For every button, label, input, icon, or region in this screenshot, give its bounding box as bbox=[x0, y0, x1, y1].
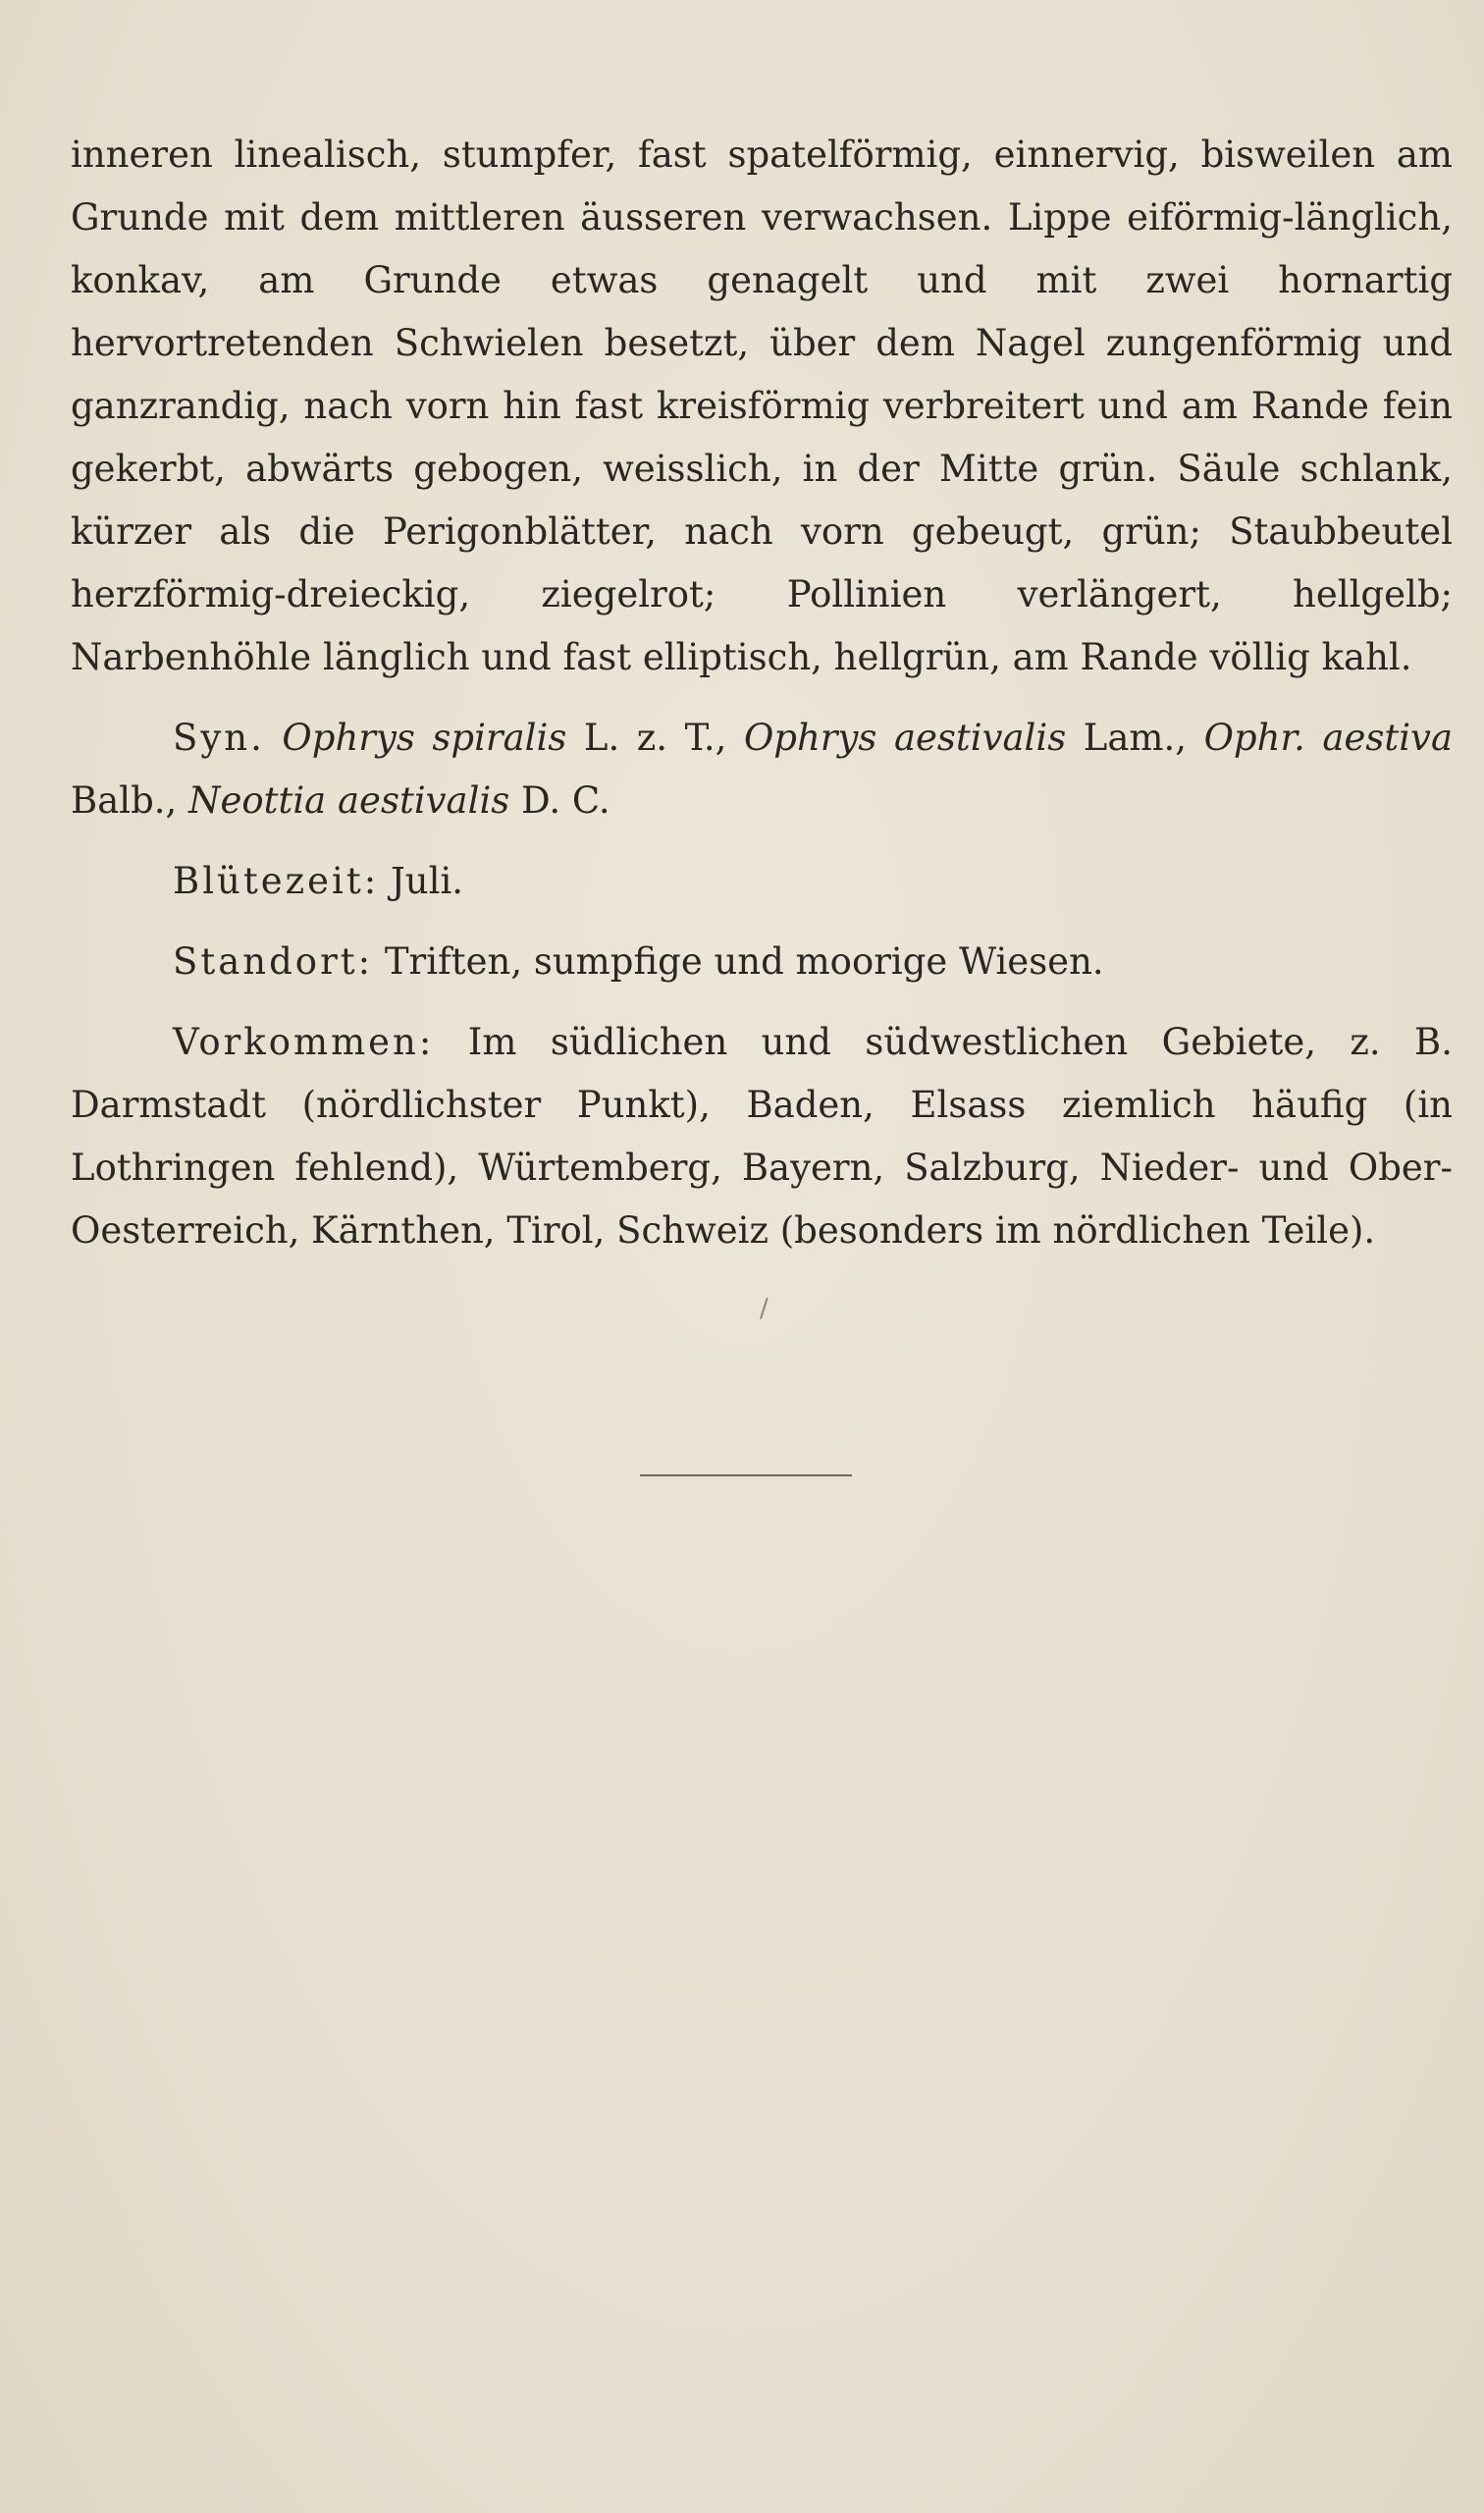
bloom-paragraph bbox=[71, 850, 1453, 913]
synonym-ophrys-aestivalis: Ophrys aestivalis bbox=[743, 717, 1067, 759]
stray-mark: / bbox=[760, 1294, 768, 1323]
habitat-paragraph bbox=[71, 931, 1453, 993]
occurrence-label: Vorkommen: bbox=[173, 1021, 435, 1063]
bloom-value: Juli. bbox=[379, 860, 464, 902]
habitat-label: Standort: bbox=[173, 940, 374, 983]
synonym-author-2: Lam., bbox=[1066, 717, 1204, 759]
synonym-author-3: Balb., bbox=[71, 779, 189, 822]
text-block bbox=[71, 124, 1453, 1262]
synonym-neottia-aestivalis: Neottia aestivalis bbox=[188, 779, 510, 822]
habitat-value: Triften, sumpfige und moorige Wiesen. bbox=[373, 940, 1104, 983]
occurrence-paragraph bbox=[71, 1011, 1453, 1262]
synonym-author-4: D. C. bbox=[509, 779, 610, 822]
description-paragraph: inneren linealisch, stumpfer, fast spatelförmig, einnervig, bisweilen am Grunde mit dem mittleren äusseren verwachsen. Lippe eiförmig-länglich, konkav, am Grunde etwas genagelt und mit zwei hornartig hervortretenden Schwielen besetzt, über dem Nagel zungenförmig und ganzrandig, nach vorn hin fast kreisförmig verbreitert und am Rande fein gekerbt, abwärts gebogen, weisslich, in der Mitte grün. Säule schlank, kürzer als die Perigonblätter, nach vorn gebeugt, grün; Staubbeutel herzförmig-dreieckig, ziegelrot; Pollinien verlängert, hellgelb; Narbenhöhle länglich und fast elliptisch, hellgrün, am Rande völlig kahl. bbox=[71, 134, 1453, 678]
bloom-label: Blütezeit: bbox=[173, 860, 380, 902]
synonym-author-1: L. z. T., bbox=[566, 717, 744, 759]
occurrence-value: Im südlichen und südwestlichen Gebiete, z. B. Darmstadt (nördlichster Punkt), Baden, Elsass ziemlich häufig (in Lothringen fehlend), Würtemberg, Bayern, Salzburg, Nieder- und Ober-Oesterreich, Kärnthen, Tirol, Schweiz (besonders im nördlichen Teile). bbox=[71, 1021, 1453, 1252]
synonym-ophr-aestiva: Ophr. aestiva bbox=[1203, 717, 1453, 759]
synonyms-label: Syn. bbox=[173, 717, 265, 759]
end-rule bbox=[640, 1474, 852, 1476]
synonym-ophrys-spiralis: Ophrys spiralis bbox=[282, 717, 567, 759]
synonyms-paragraph bbox=[71, 707, 1453, 832]
